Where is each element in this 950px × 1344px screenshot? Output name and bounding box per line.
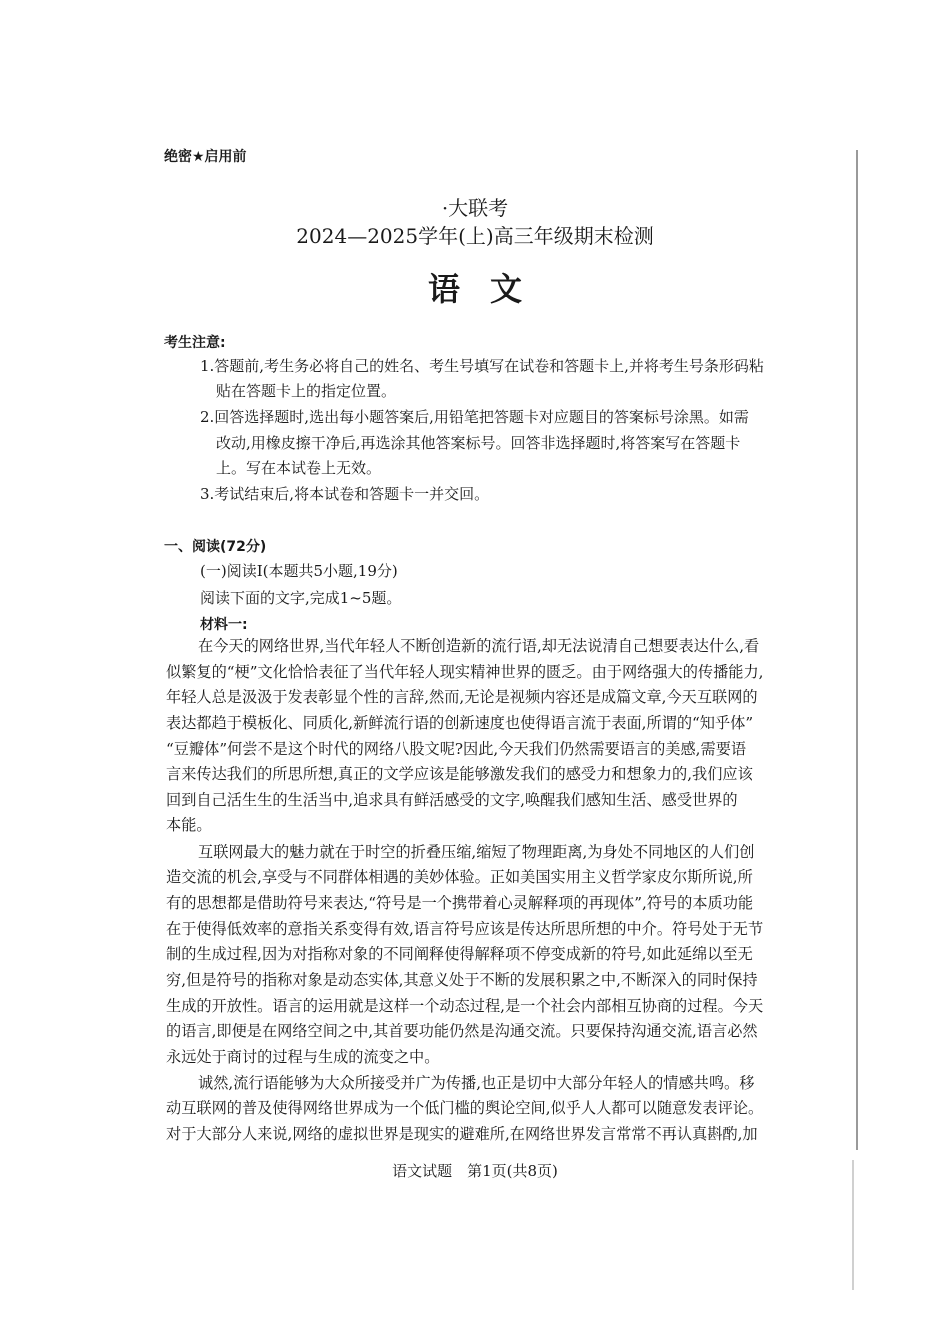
passage-line: 永远处于商讨的过程与生成的流变之中。 [166,1048,440,1066]
passage-line: 在今天的网络世界,当代年轻人不断创造新的流行语,却无法说清自己想要表达什么,看 [198,637,760,655]
passage-line: 在于使得低效率的意指关系变得有效,语言符号应该是传达所思所想的中介。符号处于无节 [166,920,764,938]
subject-title: 语文 [427,270,552,308]
passage-line: 动互联网的普及使得网络世界成为一个低门槛的舆论空间,似乎人人都可以随意发表评论。 [166,1099,764,1117]
passage-line: “豆瓣体”何尝不是这个时代的网络八股文呢?因此,今天我们仍然需要语言的美感,需要语 [166,740,747,758]
notes-line: 改动,用橡皮擦干净后,再选涂其他答案标号。回答非选择题时,将答案写在答题卡 [216,434,741,452]
passage-line: 互联网最大的魅力就在于时空的折叠压缩,缩短了物理距离,为身处不同地区的人们创 [198,843,755,861]
passage-line: 制的生成过程,因为对指称对象的不同阐释使得解释项不停变成新的符号,如此延绵以至无 [166,945,753,963]
reading-instruction: 阅读下面的文字,完成1~5题。 [200,589,402,607]
passage-line: 造交流的机会,享受与不同群体相遇的美妙体验。正如美国实用主义哲学家皮尔斯所说,所 [166,868,753,886]
passage-line: 穷,但是符号的指称对象是动态实体,其意义处于不断的发展积累之中,不断深入的同时保持 [166,971,758,989]
page-footer: 语文试题 第1页(共8页) [392,1162,558,1180]
passage-line: 生成的开放性。语言的运用就是这样一个动态过程,是一个社会内部相互协商的过程。今天 [166,997,764,1015]
passage-line: 回到自己活生生的生活当中,追求具有鲜活感受的文字,唤醒我们感知生活、感受世界的 [166,791,738,809]
subsection-heading: (一)阅读Ⅰ(本题共5小题,19分) [200,562,398,580]
organization-name: ·大联考 [441,196,509,220]
notes-line: 1.答题前,考生务必将自己的姓名、考生号填写在试卷和答题卡上,并将考生号条形码粘 [200,357,764,375]
passage-line: 年轻人总是汲汲于发表彰显个性的言辞,然而,无论是视频内容还是成篇文章,今天互联网的 [166,688,758,706]
confidential-label: 绝密★启用前 [164,149,247,165]
passage-line: 本能。 [166,816,212,834]
material-label: 材料一: [200,617,248,633]
passage-line: 表达都趋于模板化、同质化,新鲜流行语的创新速度也使得语言流于表面,所谓的“知乎体” [166,714,754,732]
notes-line: 贴在答题卡上的指定位置。 [216,382,397,400]
passage-line: 似繁复的“梗”文化恰恰表征了当代年轻人现实精神世界的匮乏。由于网络强大的传播能力, [166,663,764,681]
notes-line: 上。写在本试卷上无效。 [216,459,382,477]
exam-title: 2024—2025学年(上)高三年级期末检测 [296,224,654,248]
section-heading: 一、阅读(72分) [164,539,267,555]
passage-line: 诚然,流行语能够为大众所接受并广为传播,也正是切中大部分年轻人的情感共鸣。移 [198,1074,755,1092]
passage-line: 有的思想都是借助符号来表达,“符号是一个携带着心灵解释项的再现体”,符号的本质功能 [166,894,754,912]
passage-line: 对于大部分人来说,网络的虚拟世界是现实的避难所,在网络世界发言常常不再认真斟酌,加 [166,1125,758,1143]
notes-heading: 考生注意: [164,335,226,351]
notes-line: 3.考试结束后,将本试卷和答题卡一并交回。 [200,485,490,503]
notes-line: 2.回答选择题时,选出每小题答案后,用铅笔把答题卡对应题目的答案标号涂黑。如需 [200,408,749,426]
passage-line: 言来传达我们的所思所想,真正的文学应该是能够激发我们的感受力和想象力的,我们应该 [166,765,753,783]
passage-line: 的语言,即便是在网络空间之中,其首要功能仍然是沟通交流。只要保持沟通交流,语言必然 [166,1022,758,1040]
